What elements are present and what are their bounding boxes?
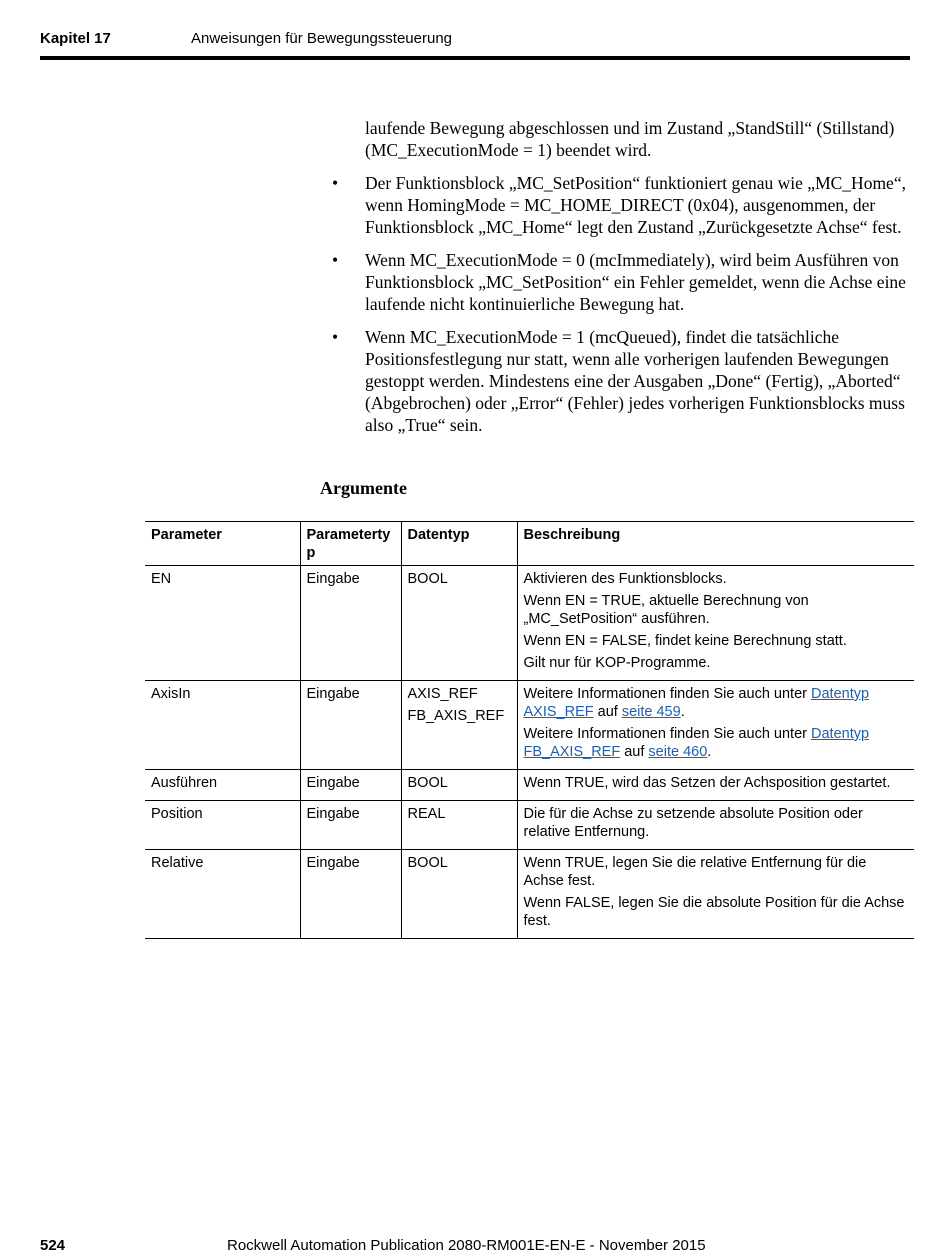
bullet-dot-icon: • (332, 327, 339, 347)
description-line: Wenn FALSE, legen Sie die absolute Position für die Achse fest. (523, 895, 905, 929)
data-type-value: REAL (407, 806, 446, 822)
param-type-cell: Eingabe (300, 566, 401, 681)
table-header-row (145, 522, 914, 566)
description-line: Wenn EN = FALSE, findet keine Berechnung statt. (523, 633, 847, 649)
bullet-item (332, 172, 915, 238)
data-type-cell (401, 566, 517, 681)
description-text: Weitere Informationen finden Sie auch unter (523, 686, 811, 702)
link-seite-459[interactable]: seite 459 (621, 704, 681, 720)
bullet-text: Wenn MC_ExecutionMode = 0 (mcImmediately), wird beim Ausführen von Funktionsblock „MC_SetPosition“ ein Fehler gemeldet, wenn die Achse eine laufende nicht kontinuierliche Bewegung hat. (365, 250, 906, 314)
link-datentyp-axis-ref[interactable]: Datentyp AXIS_REF (523, 686, 870, 720)
param-cell: AxisIn (145, 681, 300, 770)
table-row (145, 850, 914, 939)
param-type-cell: Eingabe (300, 770, 401, 801)
link-seite-460[interactable]: seite 460 (648, 744, 708, 760)
table-row (145, 681, 914, 770)
table-row (145, 801, 914, 850)
intro-paragraph: laufende Bewegung abgeschlossen und im Zustand „StandStill“ (Stillstand) (MC_ExecutionMode = 1) beendet wird. (365, 118, 895, 160)
body-text (332, 117, 915, 447)
chapter-title: Anweisungen für Bewegungssteuerung (191, 30, 453, 47)
table-row (145, 770, 914, 801)
description-line (524, 685, 909, 721)
data-type-value: FB_AXIS_REF (407, 708, 505, 724)
data-type-value: BOOL (407, 571, 448, 587)
description-line: Wenn EN = TRUE, aktuelle Berechnung von „MC_SetPosition“ ausführen. (523, 593, 809, 627)
description-cell (517, 801, 914, 850)
header-parametertyp: Parametertyp (300, 522, 401, 566)
chapter-label: Kapitel 17 (40, 30, 111, 47)
description-line: Aktivieren des Funktionsblocks. (523, 571, 727, 587)
data-type-cell (401, 850, 517, 939)
bullet-dot-icon: • (332, 173, 339, 193)
description-text: Weitere Informationen finden Sie auch unter (523, 726, 811, 742)
bullet-text: Der Funktionsblock „MC_SetPosition“ funktioniert genau wie „MC_Home“, wenn HomingMode = MC_HOME_DIRECT (0x04), ausgenommen, der Funktionsblock „MC_Home“ legt den Zustand „Zurückgesetzte Achse“ fest. (365, 173, 906, 237)
arguments-table (145, 521, 914, 939)
param-cell: Ausführen (145, 770, 300, 801)
data-type-value: BOOL (407, 855, 448, 871)
table-row (145, 566, 914, 681)
bullet-item (332, 326, 915, 436)
bullet-text: Wenn MC_ExecutionMode = 1 (mcQueued), findet die tatsächliche Positionsfestlegung nur statt, wenn alle vorherigen laufenden Bewegungen gestoppt werden. Mindestens eine der Ausgaben „Done“ (Fertig), „Aborted“ (Abgebrochen) oder „Error“ (Fehler) jedes vorherigen Funktionsblocks muss also „True“ sein. (365, 327, 905, 435)
param-cell: Position (145, 801, 300, 850)
header-datentyp: Datentyp (401, 522, 517, 566)
data-type-cell (401, 770, 517, 801)
header-parameter: Parameter (145, 522, 300, 566)
data-type-value: AXIS_REF (407, 686, 478, 702)
page-header (40, 28, 910, 60)
data-type-value: BOOL (407, 775, 448, 791)
description-line: Wenn TRUE, legen Sie die relative Entfernung für die Achse fest. (523, 855, 867, 889)
description-line: Gilt nur für KOP-Programme. (523, 655, 711, 671)
bullet-item (332, 249, 915, 315)
data-type-cell (401, 801, 517, 850)
description-cell (517, 566, 914, 681)
section-heading: Argumente (320, 478, 407, 498)
page-number: 524 (40, 1237, 66, 1254)
description-cell (517, 850, 914, 939)
description-text: auf (620, 744, 649, 760)
param-cell: Relative (145, 850, 300, 939)
description-cell (517, 681, 914, 770)
data-type-cell (401, 681, 517, 770)
param-cell: EN (145, 566, 300, 681)
param-type-cell: Eingabe (300, 801, 401, 850)
description-text: auf (593, 704, 622, 720)
header-beschreibung: Beschreibung (517, 522, 914, 566)
param-type-cell: Eingabe (300, 850, 401, 939)
description-line: Die für die Achse zu setzende absolute Position oder relative Entfernung. (523, 806, 863, 840)
description-line: Wenn TRUE, wird das Setzen der Achsposition gestartet. (523, 775, 891, 791)
description-line (524, 725, 909, 761)
bullet-dot-icon: • (332, 250, 339, 270)
description-text: . (680, 704, 685, 720)
publication-footer: Rockwell Automation Publication 2080-RM001E-EN-E - November 2015 (227, 1237, 706, 1254)
param-type-cell: Eingabe (300, 681, 401, 770)
description-text: . (707, 744, 712, 760)
link-datentyp-fb-axis-ref[interactable]: Datentyp FB_AXIS_REF (523, 726, 870, 760)
description-cell (517, 770, 914, 801)
